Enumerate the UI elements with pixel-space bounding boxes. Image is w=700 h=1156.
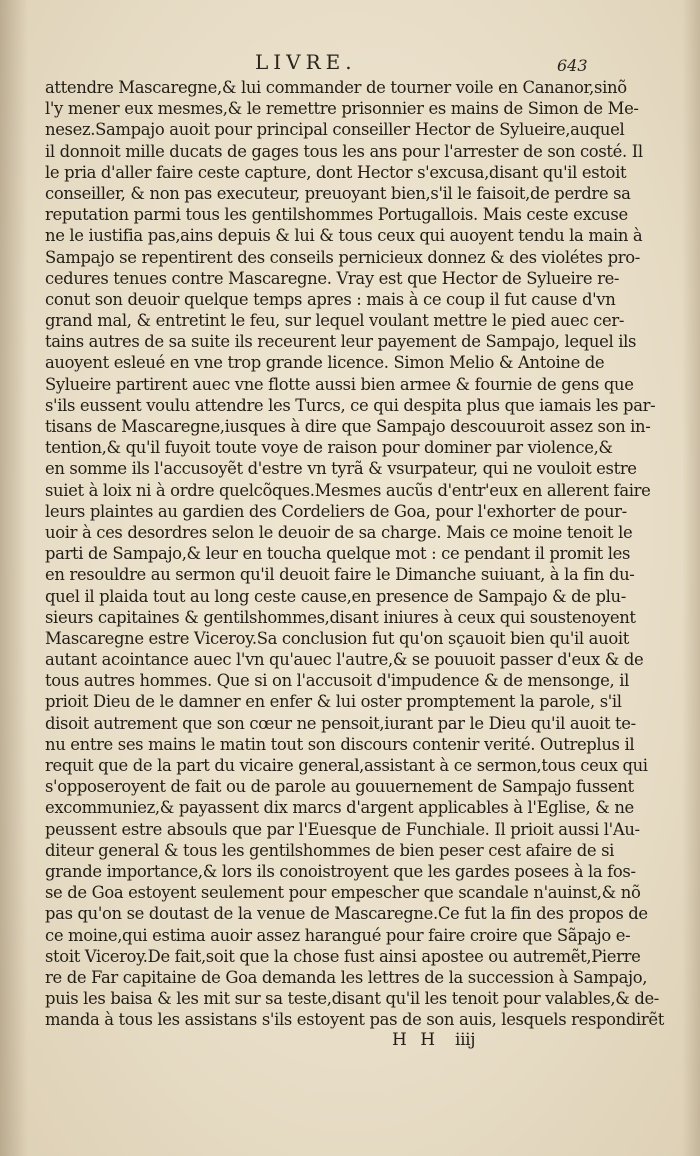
text-line: re de Far capitaine de Goa demanda les lettres de la succession à Sampajo, [45, 967, 648, 987]
text-line: se de Goa estoyent seulement pour empescher que scandale n'auinst,& nõ [45, 883, 641, 903]
text-line: conut son deuoir quelque temps apres : mais à ce coup il fut cause d'vn [45, 289, 616, 309]
text-line: il donnoit mille ducats de gages tous les ans pour l'arrester de son costé. Il [45, 141, 643, 161]
text-line: parti de Sampajo,& leur en toucha quelque mot : ce pendant il promit les [45, 544, 631, 564]
text-line: disoit autrement que son cœur ne pensoit,iurant par le Dieu qu'il auoit te- [45, 713, 636, 733]
running-head [0, 50, 700, 76]
text-line: leurs plaintes au gardien des Cordeliers de Goa, pour l'exhorter de pour- [45, 501, 627, 521]
text-line: Mascaregne estre Viceroy.Sa conclusion fut qu'on sçauoit bien qu'il auoit [45, 628, 629, 648]
text-line: s'opposeroyent de fait ou de parole au gouuernement de Sampajo fussent [45, 777, 634, 797]
text-line: puis les baisa & les mit sur sa teste,disant qu'il les tenoit pour valables,& de- [45, 989, 659, 1009]
text-line: conseiller, & non pas executeur, preuoyant bien,s'il le faisoit,de perdre sa [45, 183, 631, 203]
text-line: sieurs capitaines & gentilshommes,disant iniures à ceux qui soustenoyent [45, 607, 636, 627]
text-line: pas qu'on se doutast de la venue de Mascaregne.Ce fut la fin des propos de [45, 904, 648, 924]
text-line: tention,& qu'il fuyoit toute voye de raison pour dominer par violence,& [45, 438, 613, 458]
page-number: 643 [557, 56, 588, 75]
text-line: requit que de la part du vicaire general,assistant à ce sermon,tous ceux qui [45, 756, 648, 775]
text-line: reputation parmi tous les gentilshommes Portugallois. Mais ceste excuse [45, 205, 628, 225]
text-line: tous autres hommes. Que si on l'accusoit d'impudence & de mensonge, il [45, 671, 630, 691]
signature-mark [0, 1030, 700, 1054]
text-line: Sampajo se repentirent des conseils pernicieux donnez & des violétes pro- [45, 247, 640, 267]
text-line: Sylueire partirent auec vne flotte aussi bien armee & fournie de gens que [45, 374, 634, 394]
text-line: manda à tous les assistans s'ils estoyent pas de son auis, lesquels respondirẽt [45, 1010, 664, 1030]
text-line: stoit Viceroy.De fait,soit que la chose fust ainsi apostee ou autremẽt,Pierre [45, 946, 641, 966]
signature-numeral: iiij [455, 1030, 476, 1051]
text-line: tisans de Mascaregne,iusques à dire que Sampajo descouuroit assez son in- [45, 417, 651, 436]
text-line: peussent estre absouls que par l'Euesque de Funchiale. Il prioit aussi l'Au- [45, 819, 640, 839]
text-line: s'ils eussent voulu attendre les Turcs, ce qui despita plus que iamais les par- [45, 395, 656, 415]
text-line: en somme ils l'accusoyẽt d'estre vn tyrã & vsurpateur, qui ne vouloit estre [45, 459, 637, 479]
text-line: ce moine,qui estima auoir assez harangué pour faire croire que Sãpajo e- [45, 925, 631, 945]
text-line: l'y mener eux mesmes,& le remettre prisonnier es mains de Simon de Me- [45, 99, 639, 119]
text-line: quel il plaida tout au long ceste cause,en presence de Sampajo & de plu- [45, 586, 626, 606]
text-line: prioit Dieu de le damner en enfer & lui oster promptement la parole, s'il [45, 692, 622, 712]
body-text [45, 77, 664, 1054]
text-line: nu entre ses mains le matin tout son discours contenir verité. Outreplus il [45, 734, 635, 754]
text-line: nesez.Sampajo auoit pour principal conseiller Hector de Sylueire,auquel [45, 120, 625, 140]
text-line: en resouldre au sermon qu'il deuoit faire le Dimanche suiuant, à la fin du- [45, 565, 635, 585]
running-title: LIVRE. [255, 50, 357, 74]
text-line: grand mal, & entretint le feu, sur lequel voulant mettre le pied auec cer- [45, 311, 625, 331]
text-line: le pria d'aller faire ceste capture, dont Hector s'excusa,disant qu'il estoit [45, 162, 627, 182]
text-line: cedures tenues contre Mascaregne. Vray est que Hector de Sylueire re- [45, 268, 620, 288]
text-line: autant acointance auec l'vn qu'auec l'autre,& se pouuoit passer d'eux & de [45, 650, 644, 670]
text-line: excommuniez,& payassent dix marcs d'argent applicables à l'Eglise, & ne [45, 798, 634, 818]
text-line: ne le iustifia pas,ains depuis & lui & tous ceux qui auoyent tendu la main à [45, 226, 643, 246]
signature-letters: H H [392, 1030, 440, 1051]
text-line: diteur general & tous les gentilshommes de bien peser cest afaire de si [45, 840, 615, 860]
text-line: tains autres de sa suite ils receurent leur payement de Sampajo, lequel ils [45, 332, 637, 352]
text-line: attendre Mascaregne,& lui commander de tourner voile en Cananor,sinõ [45, 78, 627, 97]
text-line: uoir à ces desordres selon le deuoir de sa charge. Mais ce moine tenoit le [45, 522, 633, 542]
text-line: auoyent esleué en vne trop grande licence. Simon Melio & Antoine de [45, 353, 605, 373]
text-line: grande importance,& lors ils conoistroyent que les gardes posees à la fos- [45, 861, 636, 881]
text-line: suiet à loix ni à ordre quelcõques.Mesmes aucũs d'entr'eux en allerent faire [45, 480, 651, 500]
